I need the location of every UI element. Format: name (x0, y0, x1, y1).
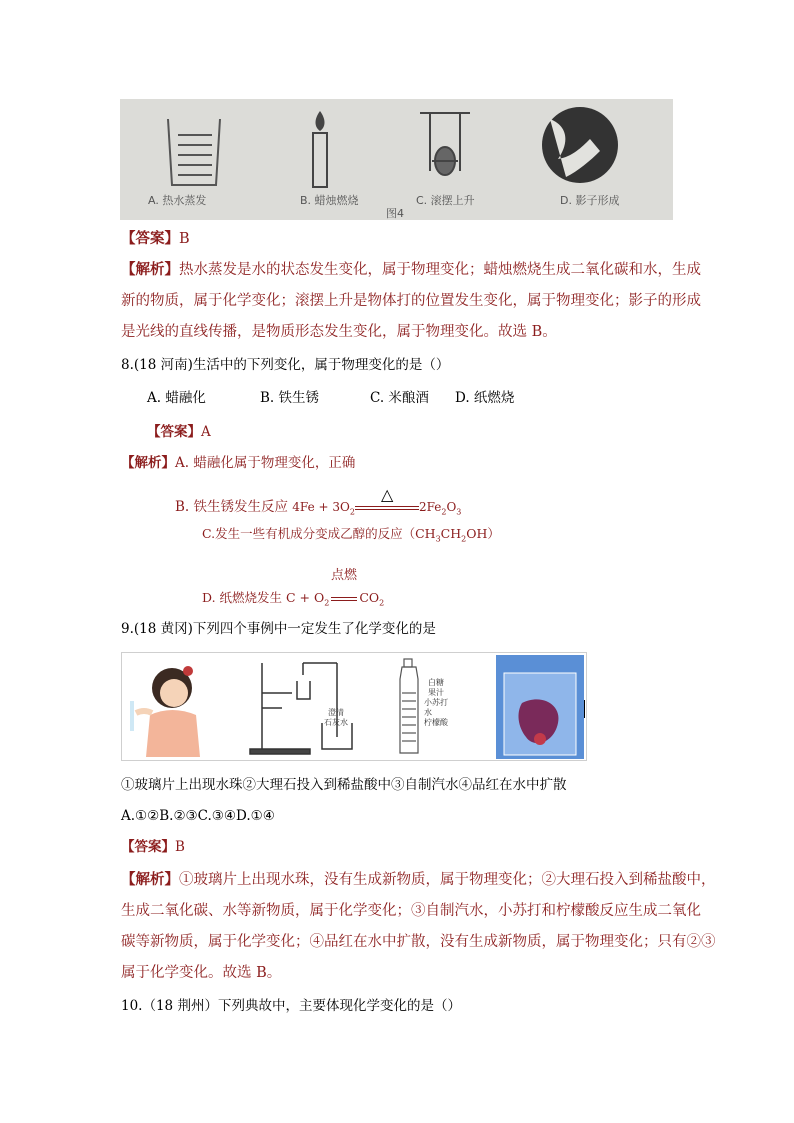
bottle-label-sugar: 白糖 (428, 678, 444, 687)
caption-d: D. 影子形成 (560, 194, 620, 207)
equals-sign (355, 484, 419, 510)
analysis-text: A. 蜡融化属于物理变化，正确 (175, 455, 356, 471)
analysis-text: OH） (466, 526, 500, 541)
subscript: 2 (461, 534, 467, 544)
q8-option-c: C. 米酿酒 (370, 390, 429, 406)
equation-left: C + O (286, 590, 325, 605)
analysis-text: CH (440, 526, 462, 541)
subscript: 2 (324, 598, 330, 608)
bottle-label-citric: 柠檬酸 (424, 718, 448, 727)
bottle-label-soda: 小苏打 (424, 698, 448, 707)
q9-stem: 9.(18 黄冈)下列四个事例中一定发生了化学变化的是 (121, 621, 436, 637)
beaker-drawing (168, 119, 220, 185)
q8-analysis-c (202, 519, 500, 555)
caption-b: B. 蜡烛燃烧 (300, 194, 359, 207)
figure-4-image (120, 99, 673, 220)
q9-figure-image (121, 652, 587, 761)
q7-analysis-line-2: 新的物质，属于化学变化；滚摆上升是物体打的位置发生变化，属于物理变化；影子的形成 (121, 293, 701, 309)
equation-right: O (446, 500, 457, 514)
analysis-text: C.发生一些有机成分变成乙醇的反应（CH (202, 526, 436, 541)
limewater-label-1: 澄清 (328, 708, 344, 717)
subscript: 3 (456, 507, 462, 517)
q9-analysis-line-2: 生成二氧化碳、水等新物质，属于化学变化；③自制汽水，小苏打和柠檬酸反应生成二氧化 (121, 903, 701, 919)
q9-figure-drawings (122, 653, 586, 760)
q8-analysis-a (121, 448, 355, 478)
answer-value: B (179, 231, 190, 247)
equals-sign (331, 597, 357, 601)
q7-answer (121, 224, 190, 254)
analysis-text: ①玻璃片上出现水珠，没有生成新物质，属于物理变化；②大理石投入到稀盐酸中， (179, 872, 716, 888)
q8-option-d: D. 纸燃烧 (455, 390, 515, 406)
bottle-label-water: 水 (424, 708, 432, 717)
answer-tag: 【答案】 (121, 230, 179, 247)
caption-a: A. 热水蒸发 (148, 194, 207, 207)
q7-analysis-line-3: 是光线的直线传播，是物质形态发生变化，属于物理变化。故选 B。 (121, 324, 557, 340)
q9-analysis-line-1 (121, 865, 716, 895)
pendulum-drawing (420, 113, 470, 175)
q9-analysis-line-4: 属于化学变化。故选 B。 (121, 965, 282, 981)
caption-c: C. 滚摆上升 (416, 194, 475, 207)
answer-value: B (175, 839, 185, 855)
q9-items: ①玻璃片上出现水珠②大理石投入到稀盐酸中③自制汽水④品红在水中扩散 (121, 777, 567, 793)
analysis-tag: 【解析】 (121, 871, 179, 888)
q9-analysis-line-3: 碳等新物质，属于化学变化；④品红在水中扩散，没有生成新物质，属于物理变化；只有②③ (121, 934, 716, 950)
equation-right: CO (359, 590, 380, 605)
shadow-drawing (542, 107, 618, 183)
q8-answer (147, 417, 211, 447)
q9-answer (121, 832, 185, 862)
q9-options: A.①②B.②③C.③④D.①④ (121, 808, 275, 824)
bottle-label-juice: 果汁 (428, 688, 444, 697)
girl-breathing-drawing (130, 666, 200, 757)
subscript: 3 (435, 534, 441, 544)
subscript: 2 (379, 598, 385, 608)
answer-tag: 【答案】 (121, 839, 175, 855)
analysis-tag: 【解析】 (121, 455, 175, 471)
analysis-text: D. 纸燃烧发生 (202, 590, 286, 605)
analysis-text: 热水蒸发是水的状态发生变化，属于物理变化；蜡烛燃烧生成二氧化碳和水，生成 (179, 262, 701, 278)
candle-drawing (313, 111, 327, 187)
equation-left: 4Fe + 3O (292, 500, 350, 514)
ignite-condition: 点燃 (331, 568, 358, 583)
dye-beaker-photo (496, 655, 584, 759)
analysis-text: B. 铁生锈发生反应 (175, 499, 293, 515)
subscript: 2 (441, 507, 447, 517)
vertical-mark (584, 700, 585, 718)
q7-analysis-line-1 (121, 255, 701, 285)
equation-right: 2Fe (418, 500, 442, 514)
answer-value: A (201, 424, 211, 440)
subscript: 2 (349, 507, 355, 517)
q8-option-a: A. 蜡融化 (147, 390, 206, 406)
q8-option-b: B. 铁生锈 (260, 390, 320, 406)
q10-stem: 10.（18 荆州）下列典故中，主要体现化学变化的是（） (121, 998, 461, 1014)
answer-tag: 【答案】 (147, 424, 201, 440)
analysis-tag: 【解析】 (121, 261, 179, 278)
q8-stem: 8.(18 河南)生活中的下列变化，属于物理变化的是（） (121, 357, 450, 373)
heat-symbol: △ (380, 484, 394, 504)
bottle-drawing (400, 659, 418, 753)
limewater-label-2: 石灰水 (324, 718, 348, 727)
figure-label: 图4 (386, 207, 404, 220)
